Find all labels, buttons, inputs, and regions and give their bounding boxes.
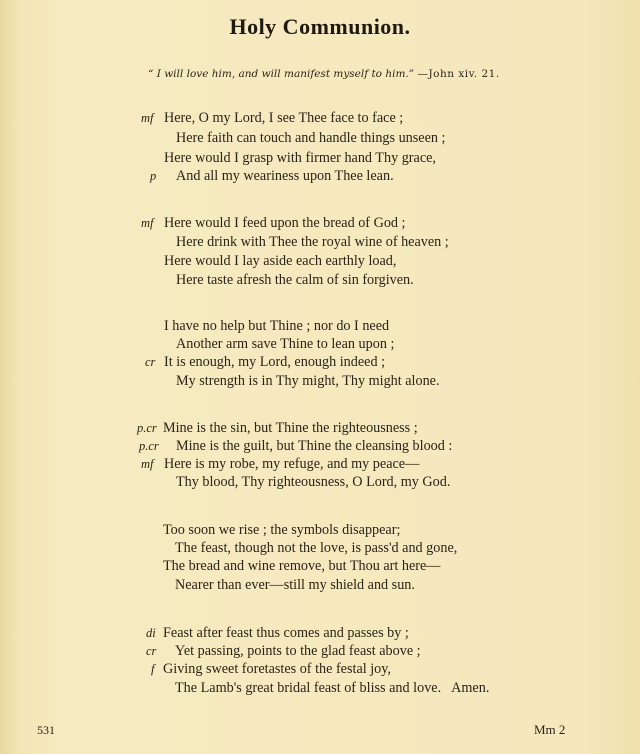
dynamic-mark: mf — [141, 457, 154, 471]
dynamic-mark: di — [146, 626, 156, 640]
hymn-line: Here would I lay aside each earthly load, — [164, 253, 397, 269]
epigraph-source: —John xiv. 21. — [417, 68, 500, 80]
hymn-line: Here would I feed upon the bread of God ; — [164, 215, 406, 231]
signature-mark: Mm 2 — [534, 722, 566, 737]
dynamic-mark: p.cr — [139, 439, 159, 453]
hymn-line: Mine is the sin, but Thine the righteousness ; — [163, 420, 418, 436]
page-number: 531 — [37, 723, 55, 737]
hymn-line: Thy blood, Thy righteousness, O Lord, my God. — [176, 474, 451, 490]
hymn-line: Here is my robe, my refuge, and my peace— — [164, 456, 420, 472]
hymn-line: Here drink with Thee the royal wine of heaven ; — [176, 234, 449, 250]
hymn-line: It is enough, my Lord, enough indeed ; — [164, 354, 386, 370]
hymn-line: My strength is in Thy might, Thy might alone. — [176, 373, 440, 389]
hymn-line: And all my weariness upon Thee lean. — [176, 168, 394, 184]
hymn-line: The bread and wine remove, but Thou art here— — [163, 558, 441, 574]
dynamic-mark: cr — [146, 644, 157, 658]
dynamic-mark: mf — [141, 111, 154, 125]
dynamic-mark: p.cr — [137, 421, 157, 435]
hymn-line — [175, 680, 489, 697]
dynamic-mark: p — [150, 169, 157, 183]
hymn-line: Another arm save Thine to lean upon ; — [176, 336, 395, 352]
hymn-line: Here would I grasp with firmer hand Thy grace, — [164, 150, 436, 166]
page-title: Holy Communion. — [229, 14, 411, 39]
hymn-line: I have no help but Thine ; nor do I need — [164, 318, 390, 334]
hymn-line-text: The Lamb's great bridal feast of bliss and love. — [175, 680, 442, 696]
epigraph-quote: “ I will love him, and will manifest myself to him.” — [148, 68, 415, 80]
hymn-line: Here faith can touch and handle things unseen ; — [176, 130, 446, 146]
hymn-line: Nearer than ever—still my shield and sun. — [175, 577, 415, 593]
hymn-line: Too soon we rise ; the symbols disappear; — [163, 522, 401, 538]
hymn-line: Yet passing, points to the glad feast above ; — [175, 643, 421, 659]
dynamic-mark: f — [151, 662, 155, 676]
dynamic-mark: mf — [141, 216, 154, 230]
hymn-line: Giving sweet foretastes of the festal joy, — [163, 661, 391, 677]
hymn-line: Mine is the guilt, but Thine the cleansing blood : — [176, 438, 453, 454]
epigraph — [148, 68, 500, 80]
amen: Amen. — [451, 680, 490, 696]
hymn-line: Here taste afresh the calm of sin forgiven. — [176, 272, 414, 288]
hymn-line: Here, O my Lord, I see Thee face to face ; — [164, 110, 404, 126]
dynamic-mark: cr — [145, 355, 156, 369]
hymn-line: The feast, though not the love, is pass'd and gone, — [175, 540, 458, 556]
hymn-line: Feast after feast thus comes and passes by ; — [163, 625, 409, 641]
